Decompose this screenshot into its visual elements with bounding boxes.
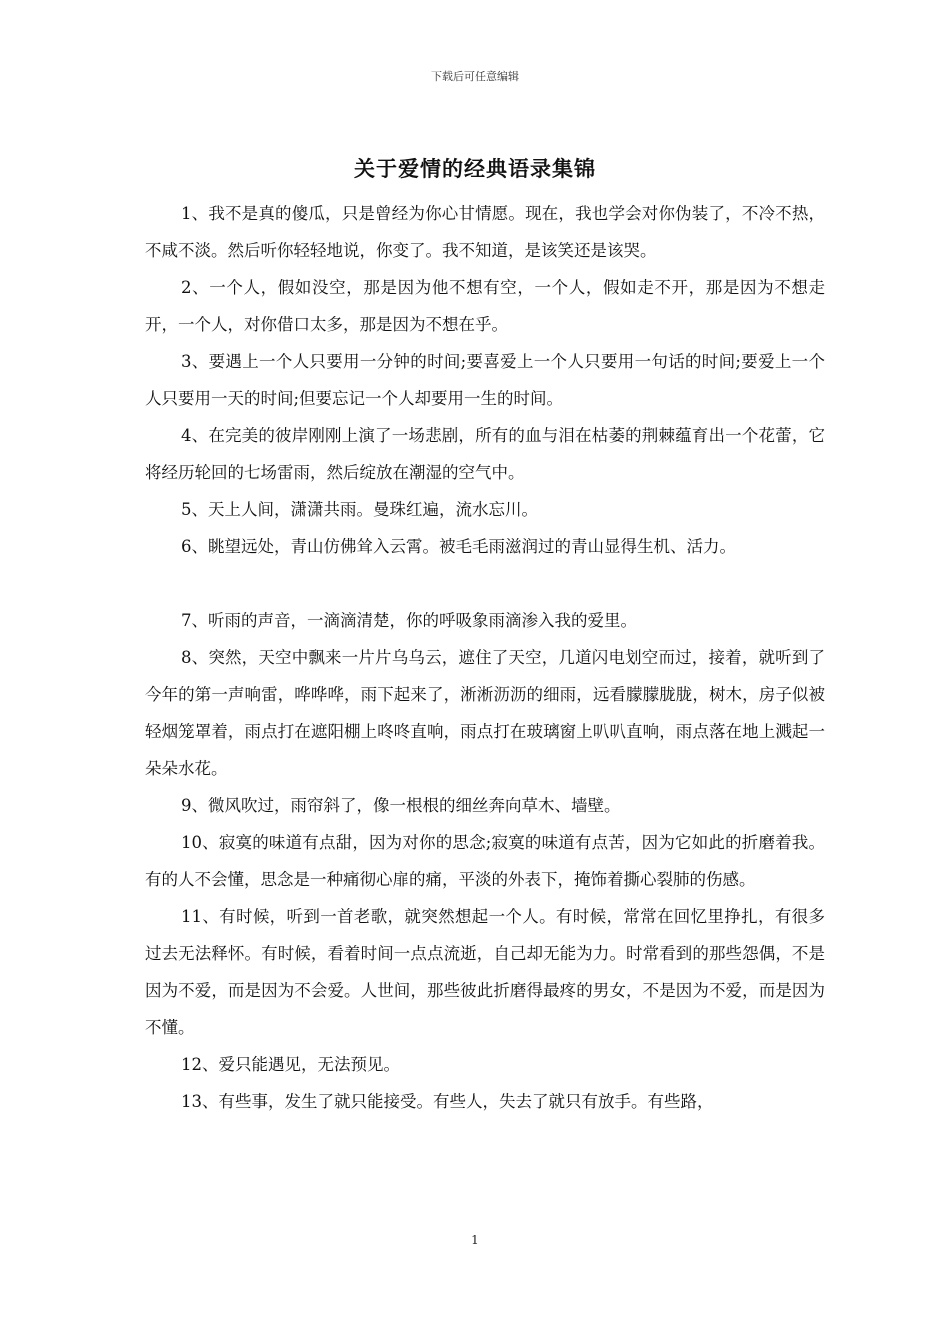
paragraph-9: 9、微风吹过，雨帘斜了，像一根根的细丝奔向草木、墙壁。 xyxy=(181,796,621,815)
paragraph-1: 1、我不是真的傻瓜，只是曾经为你心甘情愿。现在，我也学会对你伪装了，不冷不热，不咸不淡。然后听你轻轻地说，你变了。我不知道，是该笑还是该哭。 xyxy=(145,204,825,260)
document-title: 关于爱情的经典语录集锦 xyxy=(354,156,596,181)
paragraph-11: 11、有时候，听到一首老歌，就突然想起一个人。有时候，常常在回忆里挣扎，有很多过去无法释怀。有时候，看着时间一点点流逝，自己却无能为力。时常看到的那些怨偶，不是因为不爱，而是因为不会爱。人世间，那些彼此折磨得最疼的男女，不是因为不爱，而是因为不懂。 xyxy=(145,907,825,1037)
document-body xyxy=(145,195,825,1120)
paragraph-7: 7、听雨的声音，一滴滴清楚，你的呼吸象雨滴渗入我的爱里。 xyxy=(181,611,637,630)
paragraph-5: 5、天上人间，潇潇共雨。曼珠红遍，流水忘川。 xyxy=(181,500,538,519)
page-number: 1 xyxy=(471,1233,479,1247)
paragraph-4: 4、在完美的彼岸刚刚上演了一场悲剧，所有的血与泪在枯萎的荆棘蕴育出一个花蕾，它将经历轮回的七场雷雨，然后绽放在潮湿的空气中。 xyxy=(145,426,825,482)
paragraph-10: 10、寂寞的味道有点甜，因为对你的思念;寂寞的味道有点苦，因为它如此的折磨着我。有的人不会懂，思念是一种痛彻心扉的痛，平淡的外表下，掩饰着撕心裂肺的伤感。 xyxy=(145,833,825,889)
paragraph-12: 12、爱只能遇见，无法预见。 xyxy=(181,1055,400,1074)
paragraph-2: 2、一个人，假如没空，那是因为他不想有空，一个人，假如走不开，那是因为不想走开，一个人，对你借口太多，那是因为不想在乎。 xyxy=(145,278,825,334)
paragraph-13: 13、有些事，发生了就只能接受。有些人，失去了就只有放手。有些路， xyxy=(181,1092,714,1111)
paragraph-6: 6、眺望远处，青山仿佛耸入云霄。被毛毛雨滋润过的青山显得生机、活力。 xyxy=(181,537,736,556)
header-note: 下载后可任意编辑 xyxy=(431,70,519,83)
paragraph-3: 3、要遇上一个人只要用一分钟的时间;要喜爱上一个人只要用一句话的时间;要爱上一个人只要用一天的时间;但要忘记一个人却要用一生的时间。 xyxy=(145,352,825,408)
paragraph-8: 8、突然，天空中飘来一片片乌乌云，遮住了天空，几道闪电划空而过，接着，就听到了今年的第一声响雷，哗哗哗，雨下起来了，淅淅沥沥的细雨，远看朦朦胧胧，树木，房子似被轻烟笼罩着，雨点打在遮阳棚上咚咚直响，雨点打在玻璃窗上叭叭直响，雨点落在地上溅起一朵朵水花。 xyxy=(145,648,825,778)
